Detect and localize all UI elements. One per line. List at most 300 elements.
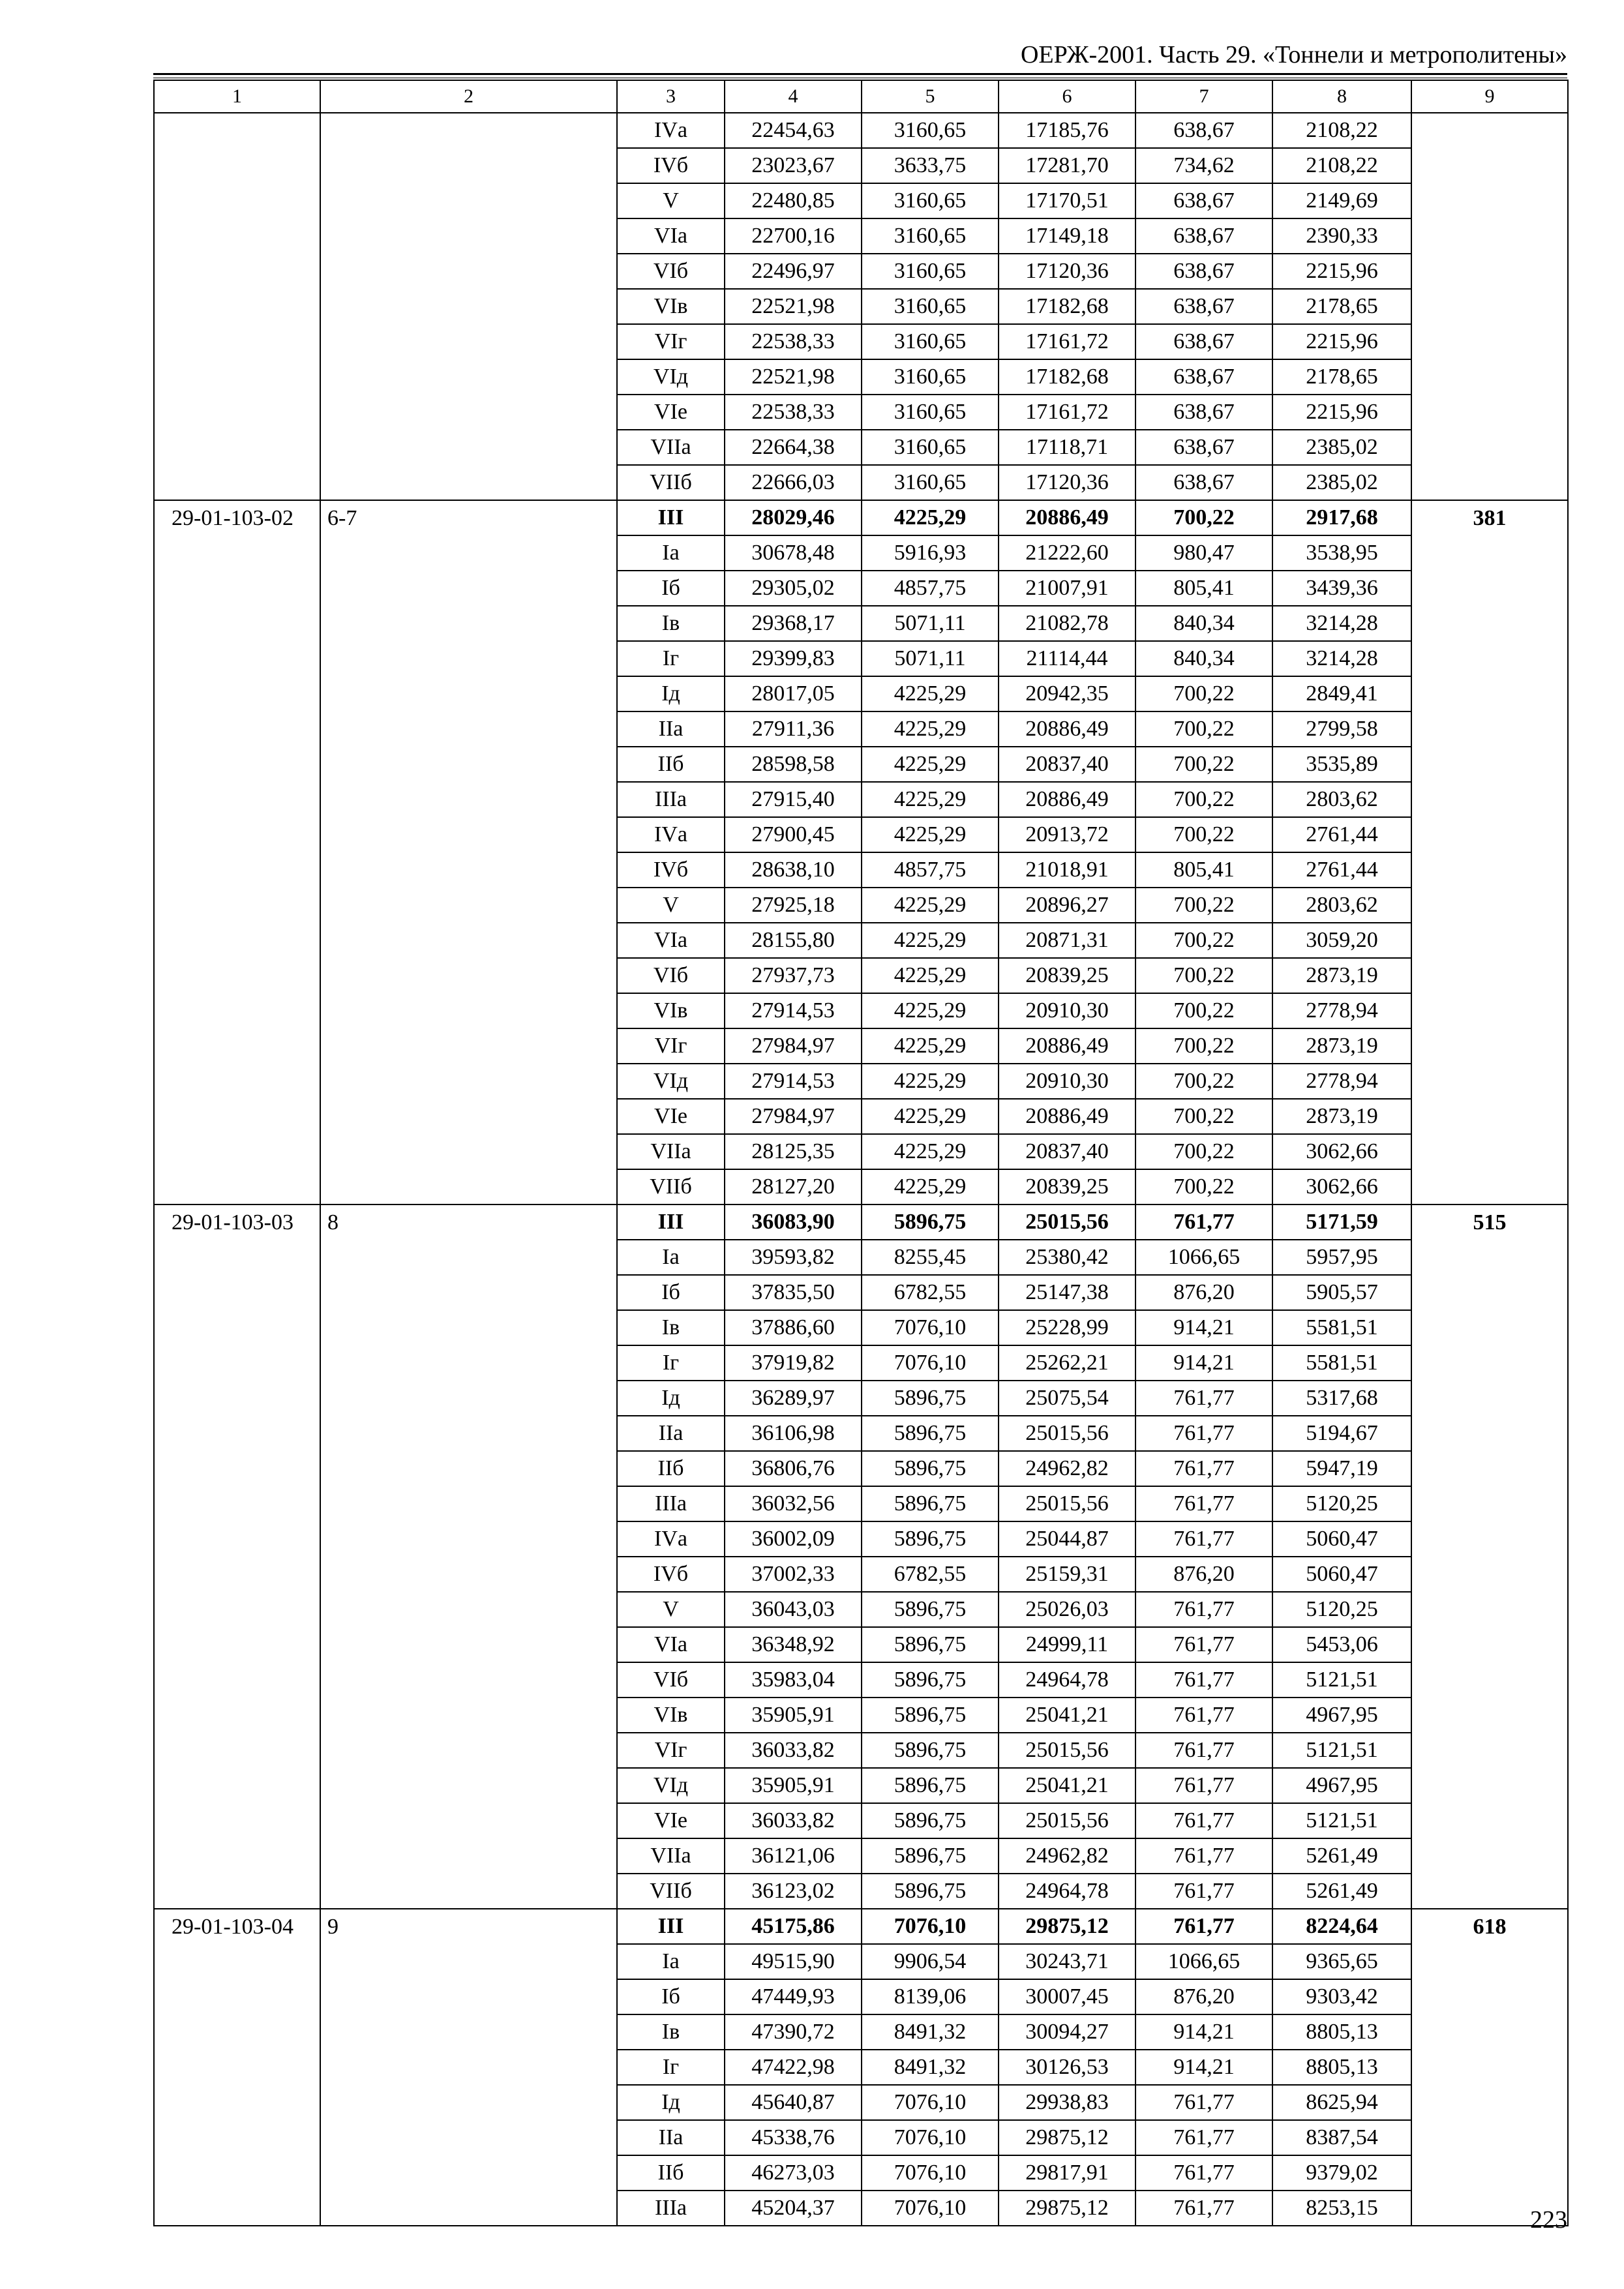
materials-cost-cell: 9303,42 [1272, 1979, 1411, 2014]
zone-class-cell: Iб [617, 1275, 725, 1310]
machinists-wage-cell: 700,22 [1135, 711, 1272, 747]
materials-cost-cell: 3062,66 [1272, 1134, 1411, 1169]
materials-cost-cell: 2917,68 [1272, 500, 1411, 535]
machine-cost-cell: 17149,18 [999, 218, 1135, 254]
machine-cost-cell: 20913,72 [999, 817, 1135, 852]
total-cost-cell: 37919,82 [725, 1345, 862, 1381]
zone-class-cell: IVа [617, 1521, 725, 1557]
zone-class-cell: VIIб [617, 1874, 725, 1909]
labor-cost-cell: 5071,11 [862, 606, 999, 641]
materials-cost-cell: 8253,15 [1272, 2191, 1411, 2226]
materials-cost-cell: 5121,51 [1272, 1733, 1411, 1768]
machine-cost-cell: 30243,71 [999, 1944, 1135, 1979]
labor-cost-cell: 4225,29 [862, 711, 999, 747]
total-cost-cell: 27914,53 [725, 1064, 862, 1099]
table-row [154, 113, 1568, 148]
machinists-wage-cell: 761,77 [1135, 1627, 1272, 1662]
labor-cost-cell: 4225,29 [862, 993, 999, 1028]
code-cell [154, 113, 320, 500]
zone-class-cell: VIг [617, 1733, 725, 1768]
total-cost-cell: 27984,97 [725, 1099, 862, 1134]
zone-class-cell: VIб [617, 958, 725, 993]
materials-cost-cell: 2178,65 [1272, 289, 1411, 324]
total-cost-cell: 36123,02 [725, 1874, 862, 1909]
materials-cost-cell: 8387,54 [1272, 2120, 1411, 2155]
labor-cost-cell: 3160,65 [862, 183, 999, 218]
machine-cost-cell: 25380,42 [999, 1240, 1135, 1275]
total-cost-cell: 35983,04 [725, 1662, 862, 1698]
machinists-wage-cell: 700,22 [1135, 923, 1272, 958]
machine-cost-cell: 24962,82 [999, 1838, 1135, 1874]
labor-cost-cell: 8491,32 [862, 2014, 999, 2050]
machinists-wage-cell: 700,22 [1135, 1028, 1272, 1064]
total-cell: 618 [1411, 1909, 1568, 2226]
labor-cost-cell: 3160,65 [862, 465, 999, 500]
column-number-row [154, 80, 1568, 113]
machinists-wage-cell: 914,21 [1135, 2014, 1272, 2050]
zone-class-cell: VIIа [617, 1838, 725, 1874]
materials-cost-cell: 3214,28 [1272, 641, 1411, 676]
machine-cost-cell: 21222,60 [999, 535, 1135, 571]
materials-cost-cell: 9379,02 [1272, 2155, 1411, 2191]
labor-cost-cell: 6782,55 [862, 1557, 999, 1592]
labor-cost-cell: 8255,45 [862, 1240, 999, 1275]
machinists-wage-cell: 700,22 [1135, 1099, 1272, 1134]
labor-cost-cell: 4857,75 [862, 571, 999, 606]
machinists-wage-cell: 734,62 [1135, 148, 1272, 183]
zone-class-cell: VIе [617, 1803, 725, 1838]
zone-class-cell: VIд [617, 1768, 725, 1803]
machinists-wage-cell: 761,77 [1135, 1838, 1272, 1874]
materials-cost-cell: 8625,94 [1272, 2085, 1411, 2120]
machine-cost-cell: 20886,49 [999, 1028, 1135, 1064]
materials-cost-cell: 5581,51 [1272, 1345, 1411, 1381]
zone-class-cell: Iв [617, 2014, 725, 2050]
machinists-wage-cell: 1066,65 [1135, 1240, 1272, 1275]
machinists-wage-cell: 840,34 [1135, 641, 1272, 676]
machinists-wage-cell: 761,77 [1135, 1521, 1272, 1557]
machinists-wage-cell: 761,77 [1135, 1733, 1272, 1768]
materials-cost-cell: 2761,44 [1272, 817, 1411, 852]
machinists-wage-cell: 638,67 [1135, 254, 1272, 289]
labor-cost-cell: 5916,93 [862, 535, 999, 571]
machinists-wage-cell: 700,22 [1135, 782, 1272, 817]
machine-cost-cell: 29875,12 [999, 1909, 1135, 1944]
labor-cost-cell: 4225,29 [862, 1169, 999, 1204]
zone-class-cell: IVа [617, 113, 725, 148]
machine-cost-cell: 25041,21 [999, 1768, 1135, 1803]
labor-cost-cell: 5896,75 [862, 1662, 999, 1698]
zone-class-cell: VIд [617, 359, 725, 395]
total-cost-cell: 39593,82 [725, 1240, 862, 1275]
machinists-wage-cell: 700,22 [1135, 958, 1272, 993]
total-cost-cell: 45175,86 [725, 1909, 862, 1944]
machinists-wage-cell: 638,67 [1135, 113, 1272, 148]
labor-cost-cell: 7076,10 [862, 1345, 999, 1381]
machine-cost-cell: 24964,78 [999, 1662, 1135, 1698]
total-cost-cell: 29399,83 [725, 641, 862, 676]
page-number: 223 [1530, 2206, 1567, 2234]
zone-class-cell: VIв [617, 993, 725, 1028]
machinists-wage-cell: 700,22 [1135, 1064, 1272, 1099]
machine-cost-cell: 17182,68 [999, 289, 1135, 324]
machine-cost-cell: 29938,83 [999, 2085, 1135, 2120]
page-header [153, 38, 1567, 77]
machine-cost-cell: 25044,87 [999, 1521, 1135, 1557]
column-number: 7 [1135, 80, 1272, 113]
total-cost-cell: 36033,82 [725, 1803, 862, 1838]
materials-cost-cell: 5060,47 [1272, 1521, 1411, 1557]
machine-cost-cell: 30126,53 [999, 2050, 1135, 2085]
machine-cost-cell: 17170,51 [999, 183, 1135, 218]
total-cell [1411, 113, 1568, 500]
total-cost-cell: 45204,37 [725, 2191, 862, 2226]
machinists-wage-cell: 700,22 [1135, 817, 1272, 852]
total-cost-cell: 27900,45 [725, 817, 862, 852]
machinists-wage-cell: 761,77 [1135, 1768, 1272, 1803]
machinists-wage-cell: 761,77 [1135, 1909, 1272, 1944]
labor-cost-cell: 8491,32 [862, 2050, 999, 2085]
machinists-wage-cell: 914,21 [1135, 1345, 1272, 1381]
machinists-wage-cell: 638,67 [1135, 218, 1272, 254]
zone-class-cell: VIIа [617, 430, 725, 465]
zone-class-cell: Iг [617, 1345, 725, 1381]
labor-cost-cell: 9906,54 [862, 1944, 999, 1979]
machinists-wage-cell: 761,77 [1135, 1486, 1272, 1521]
zone-class-cell: IVб [617, 852, 725, 888]
machinists-wage-cell: 638,67 [1135, 465, 1272, 500]
materials-cost-cell: 2385,02 [1272, 430, 1411, 465]
labor-cost-cell: 4857,75 [862, 852, 999, 888]
materials-cost-cell: 2215,96 [1272, 324, 1411, 359]
total-cost-cell: 22664,38 [725, 430, 862, 465]
materials-cost-cell: 5317,68 [1272, 1381, 1411, 1416]
column-number: 9 [1411, 80, 1568, 113]
total-cost-cell: 28155,80 [725, 923, 862, 958]
total-cost-cell: 47390,72 [725, 2014, 862, 2050]
labor-cost-cell: 5896,75 [862, 1204, 999, 1240]
labor-cost-cell: 5896,75 [862, 1416, 999, 1451]
total-cost-cell: 28029,46 [725, 500, 862, 535]
machine-cost-cell: 20886,49 [999, 711, 1135, 747]
total-cost-cell: 36043,03 [725, 1592, 862, 1627]
machinists-wage-cell: 876,20 [1135, 1979, 1272, 2014]
total-cost-cell: 22666,03 [725, 465, 862, 500]
zone-class-cell: IIа [617, 2120, 725, 2155]
labor-cost-cell: 7076,10 [862, 1310, 999, 1345]
materials-cost-cell: 5905,57 [1272, 1275, 1411, 1310]
machine-cost-cell: 20896,27 [999, 888, 1135, 923]
total-cost-cell: 22454,63 [725, 113, 862, 148]
labor-cost-cell: 5896,75 [862, 1451, 999, 1486]
machinists-wage-cell: 700,22 [1135, 676, 1272, 711]
machine-cost-cell: 25041,21 [999, 1698, 1135, 1733]
machinists-wage-cell: 761,77 [1135, 1874, 1272, 1909]
total-cost-cell: 46273,03 [725, 2155, 862, 2191]
materials-cost-cell: 9365,65 [1272, 1944, 1411, 1979]
materials-cost-cell: 2390,33 [1272, 218, 1411, 254]
machinists-wage-cell: 761,77 [1135, 1662, 1272, 1698]
labor-cost-cell: 5071,11 [862, 641, 999, 676]
labor-cost-cell: 3160,65 [862, 395, 999, 430]
machine-cost-cell: 25015,56 [999, 1204, 1135, 1240]
labor-cost-cell: 5896,75 [862, 1381, 999, 1416]
machinists-wage-cell: 638,67 [1135, 324, 1272, 359]
materials-cost-cell: 2761,44 [1272, 852, 1411, 888]
machine-cost-cell: 20886,49 [999, 782, 1135, 817]
labor-cost-cell: 7076,10 [862, 1909, 999, 1944]
total-cell: 515 [1411, 1204, 1568, 1909]
machine-cost-cell: 24999,11 [999, 1627, 1135, 1662]
machinists-wage-cell: 805,41 [1135, 571, 1272, 606]
materials-cost-cell: 3214,28 [1272, 606, 1411, 641]
zone-class-cell: Iа [617, 535, 725, 571]
zone-class-cell: III [617, 1204, 725, 1240]
zone-class-cell: V [617, 888, 725, 923]
labor-cost-cell: 4225,29 [862, 782, 999, 817]
machine-cost-cell: 25015,56 [999, 1733, 1135, 1768]
materials-cost-cell: 2215,96 [1272, 254, 1411, 289]
machine-cost-cell: 20910,30 [999, 993, 1135, 1028]
zone-class-cell: III [617, 1909, 725, 1944]
total-cost-cell: 22521,98 [725, 289, 862, 324]
labor-cost-cell: 5896,75 [862, 1838, 999, 1874]
machine-cost-cell: 24964,78 [999, 1874, 1135, 1909]
zone-class-cell: III [617, 500, 725, 535]
labor-cost-cell: 3160,65 [862, 324, 999, 359]
machine-cost-cell: 17120,36 [999, 254, 1135, 289]
materials-cost-cell: 5171,59 [1272, 1204, 1411, 1240]
machinists-wage-cell: 761,77 [1135, 2155, 1272, 2191]
machine-cost-cell: 20839,25 [999, 958, 1135, 993]
total-cost-cell: 36348,92 [725, 1627, 862, 1662]
machine-cost-cell: 25147,38 [999, 1275, 1135, 1310]
zone-class-cell: IIб [617, 2155, 725, 2191]
materials-cost-cell: 5120,25 [1272, 1592, 1411, 1627]
labor-cost-cell: 4225,29 [862, 1028, 999, 1064]
machine-cost-cell: 17161,72 [999, 395, 1135, 430]
machine-cost-cell: 29875,12 [999, 2120, 1135, 2155]
total-cost-cell: 27915,40 [725, 782, 862, 817]
total-cost-cell: 36002,09 [725, 1521, 862, 1557]
total-cost-cell: 27925,18 [725, 888, 862, 923]
materials-cost-cell: 3062,66 [1272, 1169, 1411, 1204]
zone-class-cell: VIа [617, 923, 725, 958]
total-cost-cell: 22496,97 [725, 254, 862, 289]
machinists-wage-cell: 700,22 [1135, 500, 1272, 535]
materials-cost-cell: 8805,13 [1272, 2050, 1411, 2085]
total-cost-cell: 36106,98 [725, 1416, 862, 1451]
labor-cost-cell: 5896,75 [862, 1521, 999, 1557]
labor-cost-cell: 4225,29 [862, 888, 999, 923]
total-cost-cell: 36032,56 [725, 1486, 862, 1521]
machinists-wage-cell: 1066,65 [1135, 1944, 1272, 1979]
column-number: 4 [725, 80, 862, 113]
total-cost-cell: 37002,33 [725, 1557, 862, 1592]
machinists-wage-cell: 638,67 [1135, 183, 1272, 218]
materials-cost-cell: 3535,89 [1272, 747, 1411, 782]
machine-cost-cell: 24962,82 [999, 1451, 1135, 1486]
code-cell: 29-01-103-04 [154, 1909, 320, 2226]
zone-class-cell: VIд [617, 1064, 725, 1099]
labor-cost-cell: 4225,29 [862, 1099, 999, 1134]
machine-cost-cell: 17118,71 [999, 430, 1135, 465]
materials-cost-cell: 2385,02 [1272, 465, 1411, 500]
total-cost-cell: 27984,97 [725, 1028, 862, 1064]
column-number: 2 [320, 80, 617, 113]
labor-cost-cell: 3160,65 [862, 289, 999, 324]
labor-cost-cell: 4225,29 [862, 923, 999, 958]
labor-cost-cell: 5896,75 [862, 1627, 999, 1662]
materials-cost-cell: 5947,19 [1272, 1451, 1411, 1486]
zone-class-cell: IIIа [617, 2191, 725, 2226]
labor-cost-cell: 6782,55 [862, 1275, 999, 1310]
machinists-wage-cell: 761,77 [1135, 2120, 1272, 2155]
machinists-wage-cell: 761,77 [1135, 2191, 1272, 2226]
machine-cost-cell: 21007,91 [999, 571, 1135, 606]
machinists-wage-cell: 914,21 [1135, 1310, 1272, 1345]
materials-cost-cell: 3059,20 [1272, 923, 1411, 958]
zone-class-cell: VIIб [617, 1169, 725, 1204]
machine-cost-cell: 17182,68 [999, 359, 1135, 395]
materials-cost-cell: 8805,13 [1272, 2014, 1411, 2050]
labor-cost-cell: 7076,10 [862, 2120, 999, 2155]
table-row-base [154, 500, 1568, 535]
machinists-wage-cell: 700,22 [1135, 993, 1272, 1028]
total-cost-cell: 22700,16 [725, 218, 862, 254]
materials-cost-cell: 3538,95 [1272, 535, 1411, 571]
materials-cost-cell: 2803,62 [1272, 888, 1411, 923]
labor-cost-cell: 7076,10 [862, 2155, 999, 2191]
labor-cost-cell: 3160,65 [862, 218, 999, 254]
machinists-wage-cell: 761,77 [1135, 1698, 1272, 1733]
machinists-wage-cell: 700,22 [1135, 1169, 1272, 1204]
machinists-wage-cell: 876,20 [1135, 1275, 1272, 1310]
zone-class-cell: V [617, 1592, 725, 1627]
header-title: ОЕРЖ-2001. Часть 29. «Тоннели и метрополитены» [1020, 41, 1567, 68]
labor-cost-cell: 4225,29 [862, 1134, 999, 1169]
materials-cost-cell: 8224,64 [1272, 1909, 1411, 1944]
zone-class-cell: Iа [617, 1944, 725, 1979]
machine-cost-cell: 20910,30 [999, 1064, 1135, 1099]
machine-cost-cell: 20942,35 [999, 676, 1135, 711]
materials-cost-cell: 5121,51 [1272, 1662, 1411, 1698]
zone-cell: 6-7 [320, 500, 617, 1204]
code-cell: 29-01-103-03 [154, 1204, 320, 1909]
zone-class-cell: VIг [617, 324, 725, 359]
total-cost-cell: 45338,76 [725, 2120, 862, 2155]
materials-cost-cell: 2108,22 [1272, 113, 1411, 148]
zone-class-cell: VIа [617, 218, 725, 254]
machine-cost-cell: 25026,03 [999, 1592, 1135, 1627]
materials-cost-cell: 5120,25 [1272, 1486, 1411, 1521]
zone-cell [320, 113, 617, 500]
labor-cost-cell: 4225,29 [862, 958, 999, 993]
machinists-wage-cell: 638,67 [1135, 359, 1272, 395]
materials-cost-cell: 5261,49 [1272, 1874, 1411, 1909]
total-cost-cell: 37886,60 [725, 1310, 862, 1345]
total-cost-cell: 47422,98 [725, 2050, 862, 2085]
zone-cell: 8 [320, 1204, 617, 1909]
machine-cost-cell: 25159,31 [999, 1557, 1135, 1592]
machine-cost-cell: 20837,40 [999, 1134, 1135, 1169]
total-cost-cell: 29368,17 [725, 606, 862, 641]
machine-cost-cell: 20871,31 [999, 923, 1135, 958]
materials-cost-cell: 2873,19 [1272, 1028, 1411, 1064]
zone-class-cell: VIв [617, 289, 725, 324]
machinists-wage-cell: 761,77 [1135, 1451, 1272, 1486]
materials-cost-cell: 5060,47 [1272, 1557, 1411, 1592]
total-cost-cell: 28017,05 [725, 676, 862, 711]
zone-class-cell: Iб [617, 1979, 725, 2014]
machine-cost-cell: 17185,76 [999, 113, 1135, 148]
labor-cost-cell: 7076,10 [862, 2085, 999, 2120]
total-cost-cell: 36289,97 [725, 1381, 862, 1416]
labor-cost-cell: 4225,29 [862, 747, 999, 782]
machinists-wage-cell: 914,21 [1135, 2050, 1272, 2085]
zone-class-cell: Iа [617, 1240, 725, 1275]
column-number: 1 [154, 80, 320, 113]
zone-class-cell: IIб [617, 747, 725, 782]
column-number: 6 [999, 80, 1135, 113]
code-cell: 29-01-103-02 [154, 500, 320, 1204]
machine-cost-cell: 21018,91 [999, 852, 1135, 888]
materials-cost-cell: 2215,96 [1272, 395, 1411, 430]
column-number: 8 [1272, 80, 1411, 113]
labor-cost-cell: 5896,75 [862, 1698, 999, 1733]
zone-cell: 9 [320, 1909, 617, 2226]
total-cost-cell: 22538,33 [725, 324, 862, 359]
zone-class-cell: Iд [617, 676, 725, 711]
labor-cost-cell: 5896,75 [862, 1874, 999, 1909]
total-cost-cell: 22538,33 [725, 395, 862, 430]
total-cost-cell: 36083,90 [725, 1204, 862, 1240]
labor-cost-cell: 4225,29 [862, 500, 999, 535]
total-cost-cell: 28638,10 [725, 852, 862, 888]
machine-cost-cell: 21082,78 [999, 606, 1135, 641]
materials-cost-cell: 2803,62 [1272, 782, 1411, 817]
machinists-wage-cell: 761,77 [1135, 1416, 1272, 1451]
labor-cost-cell: 4225,29 [862, 817, 999, 852]
zone-class-cell: VIе [617, 395, 725, 430]
zone-class-cell: IIа [617, 711, 725, 747]
zone-class-cell: VIе [617, 1099, 725, 1134]
table-row-base [154, 1204, 1568, 1240]
materials-cost-cell: 2799,58 [1272, 711, 1411, 747]
zone-class-cell: VIа [617, 1627, 725, 1662]
materials-cost-cell: 4967,95 [1272, 1698, 1411, 1733]
zone-class-cell: IIIа [617, 1486, 725, 1521]
column-number: 3 [617, 80, 725, 113]
labor-cost-cell: 5896,75 [862, 1768, 999, 1803]
materials-cost-cell: 2778,94 [1272, 993, 1411, 1028]
labor-cost-cell: 5896,75 [862, 1803, 999, 1838]
materials-cost-cell: 2778,94 [1272, 1064, 1411, 1099]
materials-cost-cell: 5194,67 [1272, 1416, 1411, 1451]
total-cost-cell: 49515,90 [725, 1944, 862, 1979]
total-cost-cell: 36033,82 [725, 1733, 862, 1768]
machine-cost-cell: 25262,21 [999, 1345, 1135, 1381]
machine-cost-cell: 20839,25 [999, 1169, 1135, 1204]
labor-cost-cell: 3160,65 [862, 113, 999, 148]
machinists-wage-cell: 980,47 [1135, 535, 1272, 571]
total-cost-cell: 28125,35 [725, 1134, 862, 1169]
zone-class-cell: VIв [617, 1698, 725, 1733]
materials-cost-cell: 2873,19 [1272, 1099, 1411, 1134]
total-cost-cell: 27914,53 [725, 993, 862, 1028]
materials-cost-cell: 2149,69 [1272, 183, 1411, 218]
machine-cost-cell: 17281,70 [999, 148, 1135, 183]
